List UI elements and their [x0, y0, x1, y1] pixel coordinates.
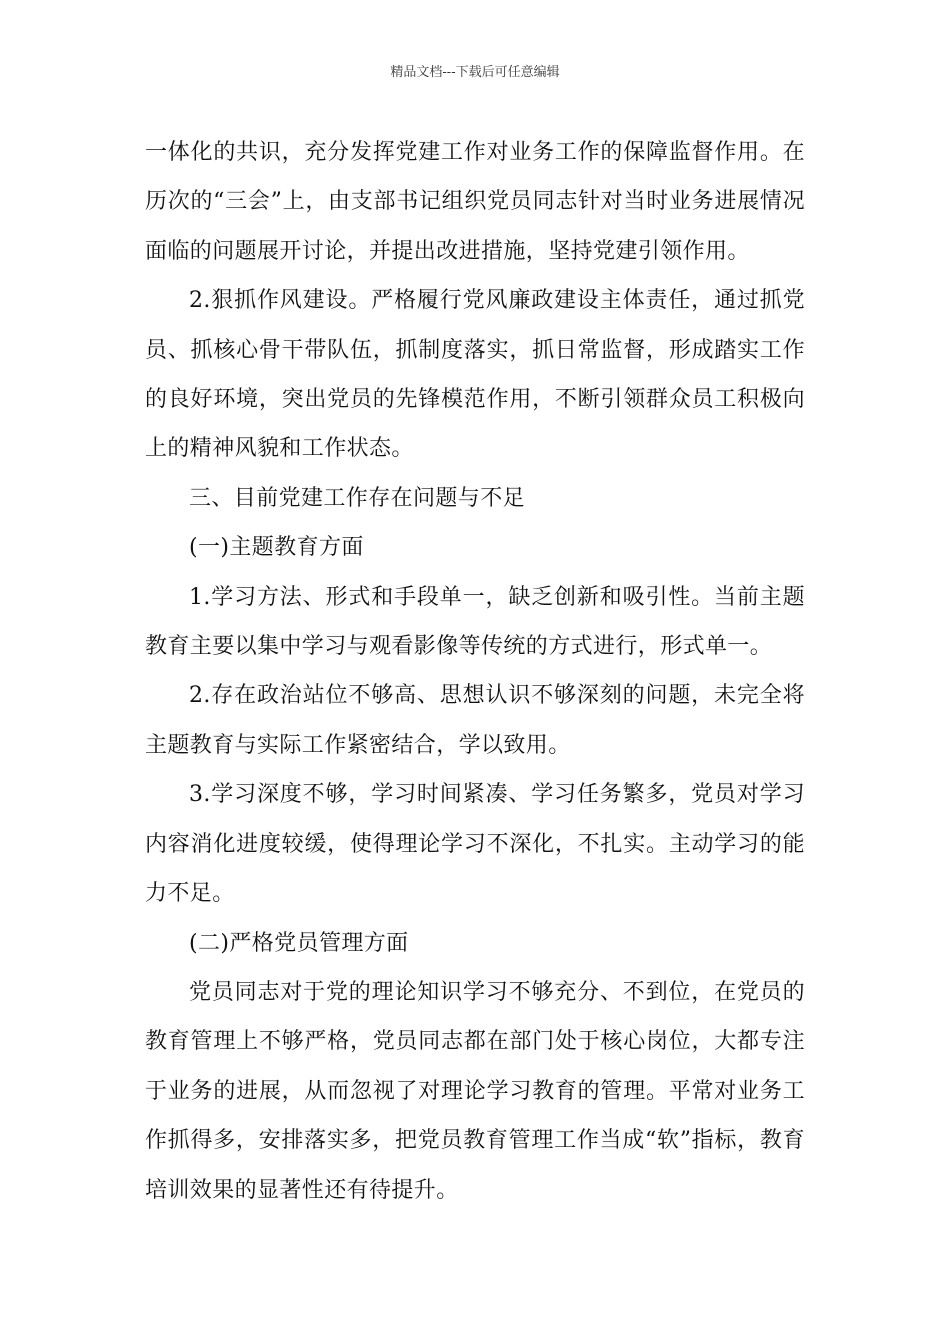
paragraph-item-2: 2.存在政治站位不够高、思想认识不够深刻的问题，未完全将主题教育与实际工作紧密结合，学以致用。 [145, 683, 805, 758]
paragraph-item-1: 1.学习方法、形式和手段单一，缺乏创新和吸引性。当前主题教育主要以集中学习与观看影像等传统的方式进行，形式单一。 [145, 584, 805, 660]
subsection-heading-member-management: (二)严格党员管理方面 [189, 930, 409, 956]
subsection-heading-theme-education: (一)主题教育方面 [189, 535, 364, 561]
paragraph-member-management: 党员同志对于党的理论知识学习不够充分、不到位，在党员的教育管理上不够严格，党员同志都在部门处于核心岗位，大都专注于业务的进展，从而忽视了对理论学习教育的管理。平常对业务工作抓得多，安排落实多，把党员教育管理工作当成“软”指标，教育培训效果的显著性还有待提升。 [145, 979, 805, 1203]
paragraph-continuation: 一体化的共识，充分发挥党建工作对业务工作的保障监督作用。在历次的“三会”上，由支部书记组织党员同志针对当时业务进展情况面临的问题展开讨论，并提出改进措施，坚持党建引领作用。 [145, 140, 805, 264]
section-heading-problems: 三、目前党建工作存在问题与不足 [189, 485, 526, 511]
document-body [145, 128, 805, 1215]
paragraph-item-3: 3.学习深度不够，学习时间紧凑、学习任务繁多，党员对学习内容消化进度较缓，使得理论学习不深化，不扎实。主动学习的能力不足。 [145, 782, 805, 907]
paragraph-work-style: 2.狠抓作风建设。严格履行党风廉政建设主体责任，通过抓党员、抓核心骨干带队伍，抓制度落实，抓日常监督，形成踏实工作的良好环境，突出党员的先锋模范作用，不断引领群众员工积极向上的精神风貌和工作状态。 [145, 288, 805, 462]
page-header: 精品文档---下载后可任意编辑 [390, 65, 560, 80]
